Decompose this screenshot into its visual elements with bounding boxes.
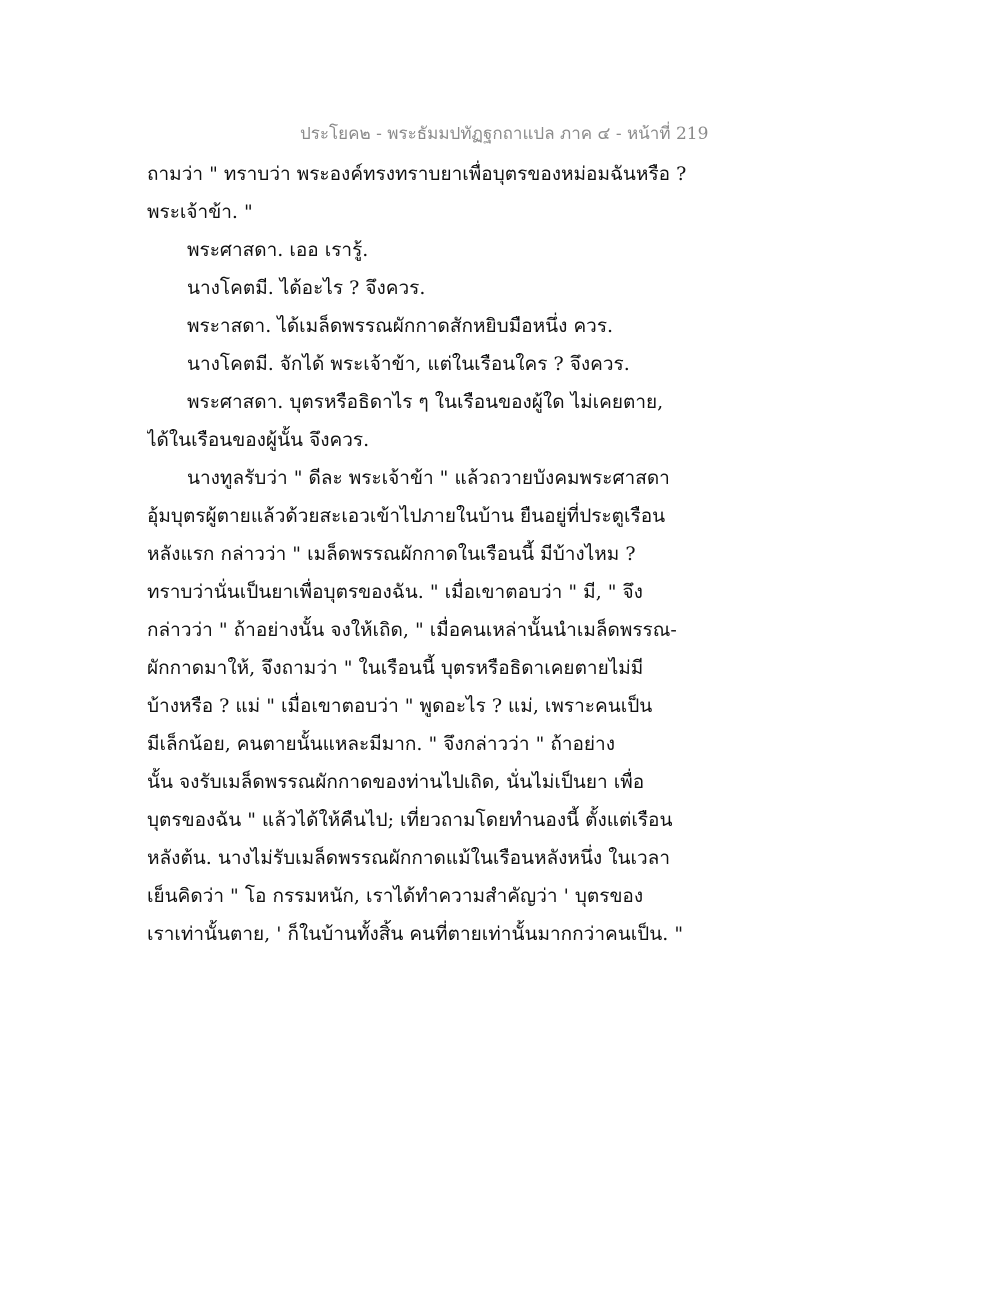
body-text <box>147 155 707 953</box>
dialogue-line: พระศาสดา. บุตรหรือธิดาไร ๆ ในเรือนของผู้ใด ไม่เคยตาย, <box>187 391 664 413</box>
text-line: หลังต้น. นางไม่รับเมล็ดพรรณผักกาดแม้ในเรือนหลังหนึ่ง ในเวลา <box>147 847 670 869</box>
text-line: บุตรของฉัน " แล้วได้ให้คืนไป; เที่ยวถามโดยทำนองนี้ ตั้งแต่เรือน <box>147 809 673 831</box>
text-line: กล่าวว่า " ถ้าอย่างนั้น จงให้เถิด, " เมื่อคนเหล่านั้นนำเมล็ดพรรณ- <box>147 619 677 641</box>
text-line: ทราบว่านั่นเป็นยาเพื่อบุตรของฉัน. " เมื่อเขาตอบว่า " มี, " จึง <box>147 581 643 603</box>
dialogue-line: นางโคตมี. ได้อะไร ? จึงควร. <box>187 277 426 299</box>
paragraph-start-line: นางทูลรับว่า " ดีละ พระเจ้าข้า " แล้วถวายบังคมพระศาสดา <box>187 467 670 489</box>
text-line: อุ้มบุตรผู้ตายแล้วด้วยสะเอวเข้าไปภายในบ้าน ยืนอยู่ที่ประตูเรือน <box>147 505 666 527</box>
text-line: ถามว่า " ทราบว่า พระองค์ทรงทราบยาเพื่อบุตรของหม่อมฉันหรือ ? <box>147 163 687 185</box>
dialogue-line: พระาสดา. ได้เมล็ดพรรณผักกาดสักหยิบมือหนึ่ง ควร. <box>187 315 614 337</box>
text-line: หลังแรก กล่าวว่า " เมล็ดพรรณผักกาดในเรือนนี้ มีบ้างไหม ? <box>147 543 636 565</box>
dialogue-line: นางโคตมี. จักได้ พระเจ้าข้า, แต่ในเรือนใคร ? จึงควร. <box>187 353 630 375</box>
text-line: มีเล็กน้อย, คนตายนั้นแหละมีมาก. " จึงกล่าวว่า " ถ้าอย่าง <box>147 733 616 755</box>
text-line: เย็นคิดว่า " โอ กรรมหนัก, เราได้ทำความสำคัญว่า ' บุตรของ <box>147 885 644 907</box>
running-header: ประโยค๒ - พระธัมมปทัฏฐกถาแปล ภาค ๔ - หน้าที่ 219 <box>300 124 709 144</box>
text-line: พระเจ้าข้า. " <box>147 201 253 223</box>
text-line: บ้างหรือ ? แม่ " เมื่อเขาตอบว่า " พูดอะไร ? แม่, เพราะคนเป็น <box>147 695 653 717</box>
text-line: ได้ในเรือนของผู้นั้น จึงควร. <box>147 429 370 451</box>
dialogue-line: พระศาสดา. เออ เรารู้. <box>187 239 369 261</box>
text-line: นั้น จงรับเมล็ดพรรณผักกาดของท่านไปเถิด, นั่นไม่เป็นยา เพื่อ <box>147 771 645 793</box>
text-line: เราเท่านั้นตาย, ' ก็ในบ้านทั้งสิ้น คนที่ตายเท่านั้นมากกว่าคนเป็น. " <box>147 923 684 945</box>
text-line: ผักกาดมาให้, จึงถามว่า " ในเรือนนี้ บุตรหรือธิดาเคยตายไม่มี <box>147 657 644 679</box>
